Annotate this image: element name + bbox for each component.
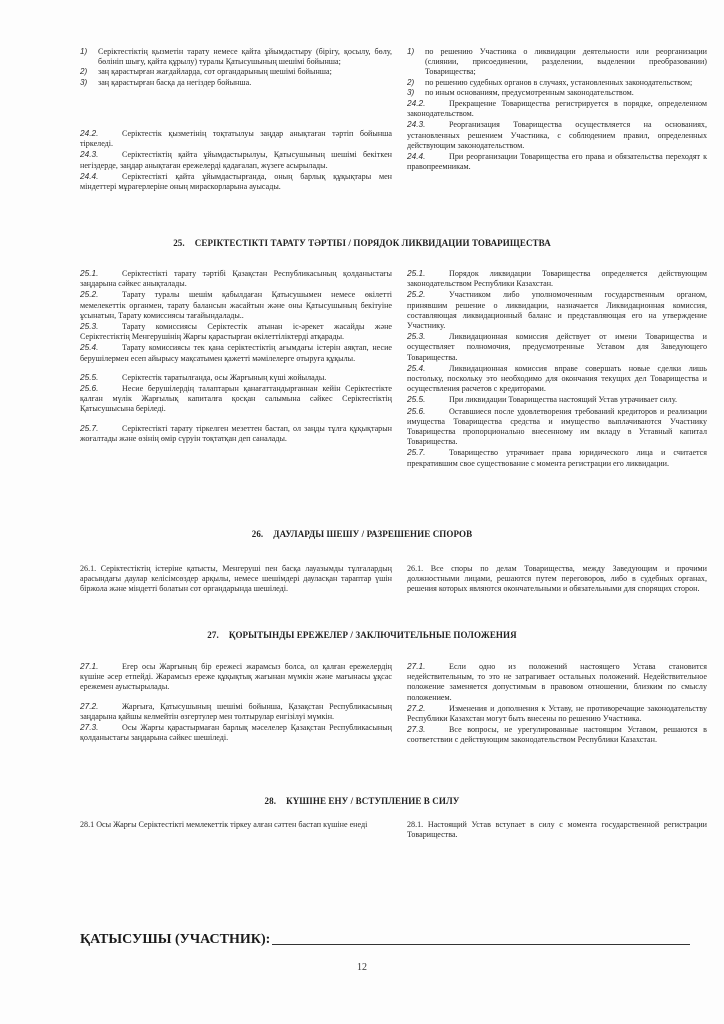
section-number: 27. bbox=[207, 630, 219, 640]
list-number: 1) bbox=[80, 47, 88, 56]
clause-number: 27.1. bbox=[407, 661, 426, 671]
clause-number: 25.5. bbox=[80, 371, 99, 382]
clause bbox=[407, 98, 707, 119]
clause-text: Тарату комиссиясы Серіктестік атынан іс-әрекет жасайды және Серіктестіктің Менгерушінің Жарғы қарастырған өкілеттіліктерді атқарады. bbox=[80, 322, 392, 342]
clause bbox=[80, 372, 392, 383]
clause bbox=[407, 394, 707, 405]
list-text: заң қарастырған жағдайларда, сот органдарының шешімі бойынша; bbox=[98, 67, 332, 77]
list-number: 1) bbox=[407, 47, 415, 56]
section-title: КҮШІНЕ ЕНУ / ВСТУПЛЕНИЕ В СИЛУ bbox=[286, 796, 460, 806]
clause bbox=[407, 447, 707, 468]
clause bbox=[80, 701, 392, 722]
clause-text: Оставшиеся после удовлетворения требований кредиторов и реализации имущества Товарищества средства и имущество выплачиваются Участнику Товарищества пропорционально внесенному им вкладу в Уставный капитал Товарищества. bbox=[407, 406, 707, 447]
clause-number: 25.1. bbox=[407, 268, 426, 278]
clause-number: 24.3. bbox=[80, 149, 99, 160]
clause-text: Егер осы Жарғының бір ережесі жарамсыз болса, ол қалған ережелердің күшіне әсер етпейді. Жарамсыз ереже құқықтық жағынан мүмкін және мағынасы ұқсас ережемен ауыстырылады. bbox=[80, 662, 392, 692]
section-title: СЕРІКТЕСТІКТІ ТАРАТУ ТӘРТІБІ / ПОРЯДОК ЛИКВИДАЦИИ ТОВАРИЩЕСТВА bbox=[194, 238, 551, 248]
section27-kz-column bbox=[80, 661, 392, 743]
clause-number: 24.2. bbox=[80, 128, 99, 138]
list-item bbox=[80, 47, 392, 67]
section-heading-28 bbox=[0, 796, 724, 806]
list-number: 2) bbox=[407, 77, 415, 87]
clause-text: Осы Жарғы қарастырмаған барлық мәселелер Қазақстан Республикасының қолданыстағы заңдарына сәйкес шешіледі. bbox=[80, 723, 392, 743]
list-text: по решению судебных органов в случаях, установленных законодательством; bbox=[425, 77, 693, 87]
clause-text: Серіктестікті тарату тәртібі Қазақстан Республикасының қолданыстағы заңдарына сәйкес анықталады. bbox=[80, 269, 392, 289]
clause-number: 24.3. bbox=[407, 119, 426, 130]
clause-text: Участником либо уполномоченным государственным органом, принявшим решение о ликвидации, назначается Ликвидационная комиссия, составляющая ликвидационный баланс и представляющая его на утверждение Участнику. bbox=[407, 290, 707, 331]
list-number: 2) bbox=[80, 67, 88, 77]
list-text: по иным основаниям, предусмотренным законодательством. bbox=[425, 87, 634, 97]
clause bbox=[407, 151, 707, 172]
clause-text: Порядок ликвидации Товарищества определяется действующим законодательством Республики Казахстан. bbox=[407, 269, 707, 289]
clause-number: 25.7. bbox=[407, 447, 426, 458]
clause-text: 26.1. Серіктестіктің істеріне қатысты, Менгеруші пен басқа лауазымды тұлғалардың арасындағы даулар келісімсөздер арқылы, немесе шешімдері дауласқан тараптар үшін біржола және міндетті болатын сот органдарында шешіледі. bbox=[80, 564, 392, 594]
clause-number: 25.3. bbox=[80, 321, 99, 332]
clause bbox=[80, 268, 392, 289]
clause-number: 25.4. bbox=[80, 342, 99, 353]
clause-text: Тарату туралы шешім қабылдаған Қатысушымен немесе өкілетті мемелекеттік органмен, тарату балансын жасайтын және оны Қатысушының бекітуіне ұсынатын, Тарату комиссиясы тағайындалады.. bbox=[80, 290, 392, 320]
list-text: Серіктестіктің қызметін тарату немесе қайта ұйымдастыру (бірігу, қосылу, бөлу, бөлініп шығу, қайта құрылу) туралы Қатысушының шешімі бойынша; bbox=[98, 47, 392, 67]
clause bbox=[407, 724, 707, 745]
clause bbox=[407, 119, 707, 151]
clause-text: Ликвидационная комиссия действует от имени Товарищества и осуществляет полномочия, предусмотренные Уставом для Заведующего Товарищества. bbox=[407, 332, 707, 362]
clause bbox=[80, 171, 392, 192]
clause-text: Изменения и дополнения к Уставу, не противоречащие законодательству Республики Казахстан могут быть внесены по решению Участника. bbox=[407, 703, 707, 724]
list-number: 3) bbox=[407, 87, 415, 97]
clause-text: Ликвидационная комиссия вправе совершать новые сделки лишь постольку, поскольку это необходимо для окончания текущих дел Товарищества и осуществления расчетов с кредиторами. bbox=[407, 363, 707, 394]
section-title: ДАУЛАРДЫ ШЕШУ / РАЗРЕШЕНИЕ СПОРОВ bbox=[273, 529, 473, 539]
list-text: по решению Участника о ликвидации деятельности или реорганизации (слиянии, присоединении, разделении, выделении преобразовании) Товарищества; bbox=[425, 47, 707, 77]
clause-text: 28.1 Осы Жарғы Серіктестікті мемлекеттік тіркеу алған сәттен бастап күшіне енеді bbox=[80, 820, 368, 829]
clause-number: 24.2. bbox=[407, 98, 426, 109]
signature-block bbox=[80, 932, 690, 948]
clause-text: Серіктестік таратылғанда, осы Жарғының күші жойылады. bbox=[122, 372, 327, 382]
section24-kz-column bbox=[80, 47, 392, 88]
clause-text: Серіктестікті тарату тіркелген мезеттен бастап, ол заңды тұлға құқықтарын жоғалтады және өзінің өмір сүруін тоқтатқан деп саналады. bbox=[80, 423, 392, 443]
section25-ru-column bbox=[407, 268, 707, 469]
clause-text: Жарғыға, Қатысушының шешімі бойынша, Қазақстан Республикасының заңдарына қайшы келмейтін өзгертулер мен толтырулар енгізілуі мүмкін. bbox=[80, 701, 392, 721]
clause-number: 27.1. bbox=[80, 661, 99, 671]
clause bbox=[80, 383, 392, 415]
clause-number: 25.2. bbox=[80, 289, 99, 300]
clause-text: Если одно из положений настоящего Устава становится недействительным, то это не затрагивает остальных положений. Недействительное положение заменяется допустимым в правовом отношении, близким по смыслу положением. bbox=[407, 662, 707, 702]
clause bbox=[80, 128, 392, 149]
section27-ru-column bbox=[407, 661, 707, 746]
clause bbox=[407, 289, 707, 331]
clause-number: 25.3. bbox=[407, 331, 426, 342]
section-title: ҚОРЫТЫНДЫ ЕРЕЖЕЛЕР / ЗАКЛЮЧИТЕЛЬНЫЕ ПОЛОЖЕНИЯ bbox=[228, 630, 517, 640]
section24-ru-column bbox=[407, 47, 707, 172]
clause-number: 24.4. bbox=[80, 170, 99, 181]
signature-line bbox=[272, 943, 690, 945]
clause bbox=[80, 342, 392, 363]
section-number: 26. bbox=[251, 529, 264, 539]
list-item bbox=[407, 47, 707, 78]
clause bbox=[407, 661, 707, 703]
clause-text: Тарату комиссиясы тек қана серіктестіктің ағымдағы істерін аяқтап, несие берушілермен есеп айырысу мақсатымен қажетті мәмілелерге отыруға құқылы. bbox=[80, 343, 392, 363]
clause bbox=[407, 363, 707, 395]
section26-ru-column bbox=[407, 564, 707, 595]
clause-text: 26.1. Все споры по делам Товарищества, между Заведующим и прочими должностными лицами, решаются путем переговоров, либо в судебных органах, решения которых являются окончательными и обязательными для спорящих сторон. bbox=[407, 564, 707, 594]
clause-number: 27.3. bbox=[80, 722, 99, 733]
section26-kz-column bbox=[80, 564, 392, 595]
clause-text: Товарищество утрачивает права юридического лица и считается прекратившим свое существование с момента регистрации его ликвидации. bbox=[407, 448, 707, 468]
clause bbox=[80, 661, 392, 693]
section-number: 28. bbox=[264, 796, 277, 806]
page-number: 12 bbox=[357, 962, 367, 973]
list-item bbox=[407, 88, 707, 98]
section-heading-27 bbox=[0, 630, 724, 640]
clause-number: 25.2. bbox=[407, 289, 426, 300]
clause bbox=[80, 289, 392, 321]
clause bbox=[407, 703, 707, 724]
clause-text: Прекращение Товарищества регистрируется в порядке, определенном законодательством. bbox=[407, 99, 707, 119]
clause-number: 27.3. bbox=[407, 724, 426, 735]
clause-text: Все вопросы, не урегулированные настоящим Уставом, решаются в соответствии с действующим законодательством Республики Казахстан. bbox=[407, 725, 707, 745]
clause-text: Серіктестік қызметінің тоқтатылуы заңдар анықтаған тәртіп бойынша тіркеледі. bbox=[80, 129, 392, 149]
clause-number: 27.2. bbox=[407, 702, 426, 713]
section-heading-26 bbox=[0, 529, 724, 539]
clause bbox=[407, 331, 707, 363]
clause-text: 28.1. Настоящий Устав вступает в силу с момента государственной регистрации Товарищества. bbox=[407, 820, 707, 840]
clause bbox=[407, 268, 707, 289]
section24-kz-items bbox=[80, 128, 392, 192]
clause bbox=[407, 406, 707, 448]
clause-text: При реорганизации Товарищества его права и обязательства переходят к правопреемникам. bbox=[407, 152, 707, 172]
clause-number: 25.5. bbox=[407, 394, 426, 405]
list-item bbox=[407, 78, 707, 88]
section28-ru-column bbox=[407, 820, 707, 840]
clause-number: 25.6. bbox=[407, 405, 426, 416]
list-number: 3) bbox=[80, 77, 88, 87]
list-item bbox=[80, 78, 392, 88]
section-number: 25. bbox=[173, 238, 185, 248]
list-item bbox=[80, 67, 392, 77]
clause bbox=[80, 149, 392, 170]
section25-kz-column bbox=[80, 268, 392, 444]
clause-number: 25.4. bbox=[407, 362, 426, 373]
clause-number: 27.2. bbox=[80, 700, 99, 711]
list-text: заң қарастырған басқа да негіздер бойынша. bbox=[98, 77, 252, 87]
clause-text: Серіктестікті қайта ұйымдастырғанда, оның барлық құқықтары мен міндеттері мұрагерлеріне оның мираскорларына ауысады. bbox=[80, 171, 392, 192]
clause bbox=[80, 722, 392, 743]
clause-text: При ликвидации Товарищества настоящий Устав утрачивает силу. bbox=[449, 395, 677, 405]
section28-kz-column bbox=[80, 820, 392, 830]
signature-label: ҚАТЫСУШЫ (УЧАСТНИК): bbox=[80, 932, 271, 947]
section-heading-25 bbox=[0, 238, 724, 248]
clause bbox=[80, 423, 392, 444]
clause-text: Реорганизация Товарищества осуществляется на основаниях, установленных решением Участника, с соблюдением правил, определенных действующим законодательством. bbox=[407, 120, 707, 150]
clause-number: 25.1. bbox=[80, 268, 99, 278]
clause bbox=[80, 321, 392, 342]
clause-number: 25.6. bbox=[80, 383, 99, 394]
clause-text: Серіктестіктің қайта ұйымдастырылуы, Қатысушының шешімі бекіткен негіздерде, заңдар анықтаған ережелерді қадағалап, жүзеге асырылады. bbox=[80, 150, 392, 170]
clause-number: 24.4. bbox=[407, 151, 426, 162]
clause-number: 25.7. bbox=[80, 422, 99, 433]
clause-text: Несие берушілердің талаптарын қанағаттандырғаннан кейін Серіктестікте қалған мүлік Жарғылық капиталға қосқан салымына сәйкес Серіктестіктің Қатысушысына беріледі. bbox=[80, 384, 392, 414]
